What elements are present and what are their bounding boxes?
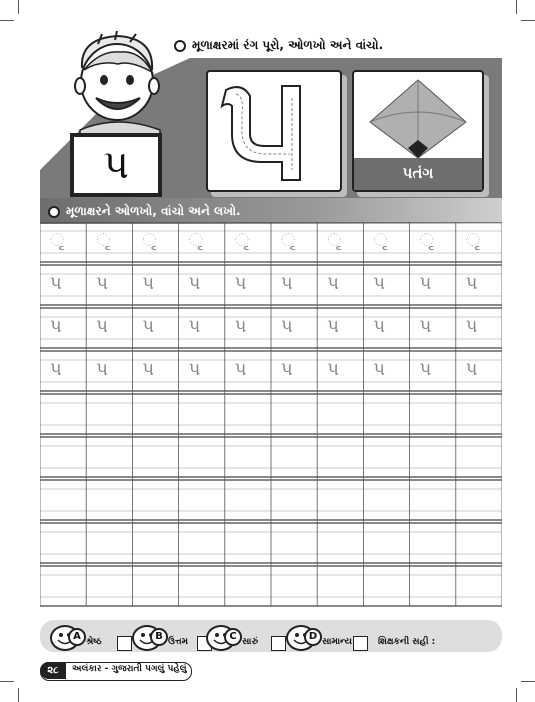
guide-letter: ૃ: [142, 230, 157, 251]
letter-card: [70, 133, 162, 197]
guide-letter: પ: [234, 316, 247, 337]
guide-letter: પ: [419, 359, 432, 380]
guide-letter: પ: [188, 273, 201, 294]
grade-badge: C: [224, 628, 242, 646]
crop-mark: [521, 681, 535, 682]
bullet-icon: [174, 40, 186, 52]
crop-mark: [521, 20, 535, 21]
guide-letter: પ: [373, 316, 386, 337]
crop-mark: [516, 688, 517, 702]
writing-grid: [40, 222, 502, 612]
page-number: ૨૮: [40, 662, 66, 679]
instruction-mid: [48, 204, 241, 219]
rating-label: શ્રેષ્ઠ: [86, 637, 102, 647]
rating-checkbox[interactable]: [117, 636, 132, 651]
guide-letter: ૃ: [327, 230, 342, 251]
guide-letter: ૃ: [234, 230, 250, 251]
guide-letter: ૃ: [96, 230, 111, 251]
letter-outline-icon: [208, 72, 340, 190]
guide-letter: પ: [281, 273, 293, 294]
guide-letter: પ: [142, 359, 155, 380]
guide-letter: પ: [96, 316, 108, 337]
guide-letter: પ: [465, 273, 478, 294]
instruction-mid-text: મૂળાક્ષરને ઓળખો, વાંચો અને લખો.: [66, 204, 241, 218]
guide-letter: પ: [188, 359, 201, 380]
guide-letter: પ: [373, 359, 386, 380]
crop-mark: [0, 681, 14, 682]
rating-label: ઉત્તમ: [168, 637, 189, 647]
guide-letter: ૃ: [465, 230, 481, 251]
guide-letter: પ: [373, 273, 386, 294]
rating-label: સારું: [242, 637, 259, 647]
grade-badge: D: [304, 628, 322, 646]
letter-card-text: પ: [103, 142, 129, 188]
guide-letter: પ: [142, 316, 155, 337]
crop-mark: [18, 688, 19, 702]
grade-badge: B: [150, 628, 168, 646]
grade-badge: A: [68, 628, 86, 646]
guide-letter: પ: [281, 359, 293, 380]
guide-letter: પ: [327, 316, 339, 337]
rating-label: સામાન્ય: [322, 637, 352, 647]
boy-illustration: [60, 30, 175, 140]
guide-letter: પ: [142, 273, 155, 294]
kite-icon: [354, 72, 482, 162]
guide-letter: પ: [419, 273, 432, 294]
kite-card: [352, 70, 484, 192]
guide-letter: પ: [50, 316, 62, 337]
crop-mark: [516, 0, 517, 14]
guide-letter: ૃ: [50, 230, 65, 251]
footer-text: અલંકાર - ગુજરાતી પગલું પહેલું: [72, 664, 187, 674]
guide-letter: પ: [234, 273, 247, 294]
teacher-sign-label: શિક્ષકની સહી :: [378, 637, 436, 647]
kite-word: પતંગ: [402, 164, 434, 182]
guide-letter: પ: [50, 273, 62, 294]
guide-letter: ૃ: [281, 230, 296, 251]
crop-mark: [18, 0, 19, 14]
letter-outline-card: [206, 70, 342, 192]
guide-letter: ૃ: [188, 230, 203, 251]
guide-letter: પ: [188, 316, 201, 337]
guide-letter: પ: [281, 316, 293, 337]
guide-letter: પ: [419, 316, 432, 337]
guide-letter: પ: [234, 359, 247, 380]
rating-checkbox[interactable]: [271, 636, 286, 651]
guide-letter: પ: [96, 273, 108, 294]
instruction-top: [174, 38, 383, 53]
guide-letter: પ: [50, 359, 62, 380]
guide-letter: ૃ: [419, 230, 434, 251]
rating-checkbox[interactable]: [353, 636, 368, 651]
guide-letter: ૃ: [373, 230, 388, 251]
guide-letter: પ: [465, 359, 478, 380]
guide-letter: પ: [327, 273, 339, 294]
instruction-top-text: મૂળાક્ષરમાં રંગ પૂરો, ઓળખો અને વાંચો.: [192, 38, 384, 52]
guide-letter: પ: [327, 359, 339, 380]
guide-letter: પ: [465, 316, 478, 337]
bullet-icon: [48, 206, 60, 218]
guide-letter: પ: [96, 359, 108, 380]
crop-mark: [0, 20, 14, 21]
